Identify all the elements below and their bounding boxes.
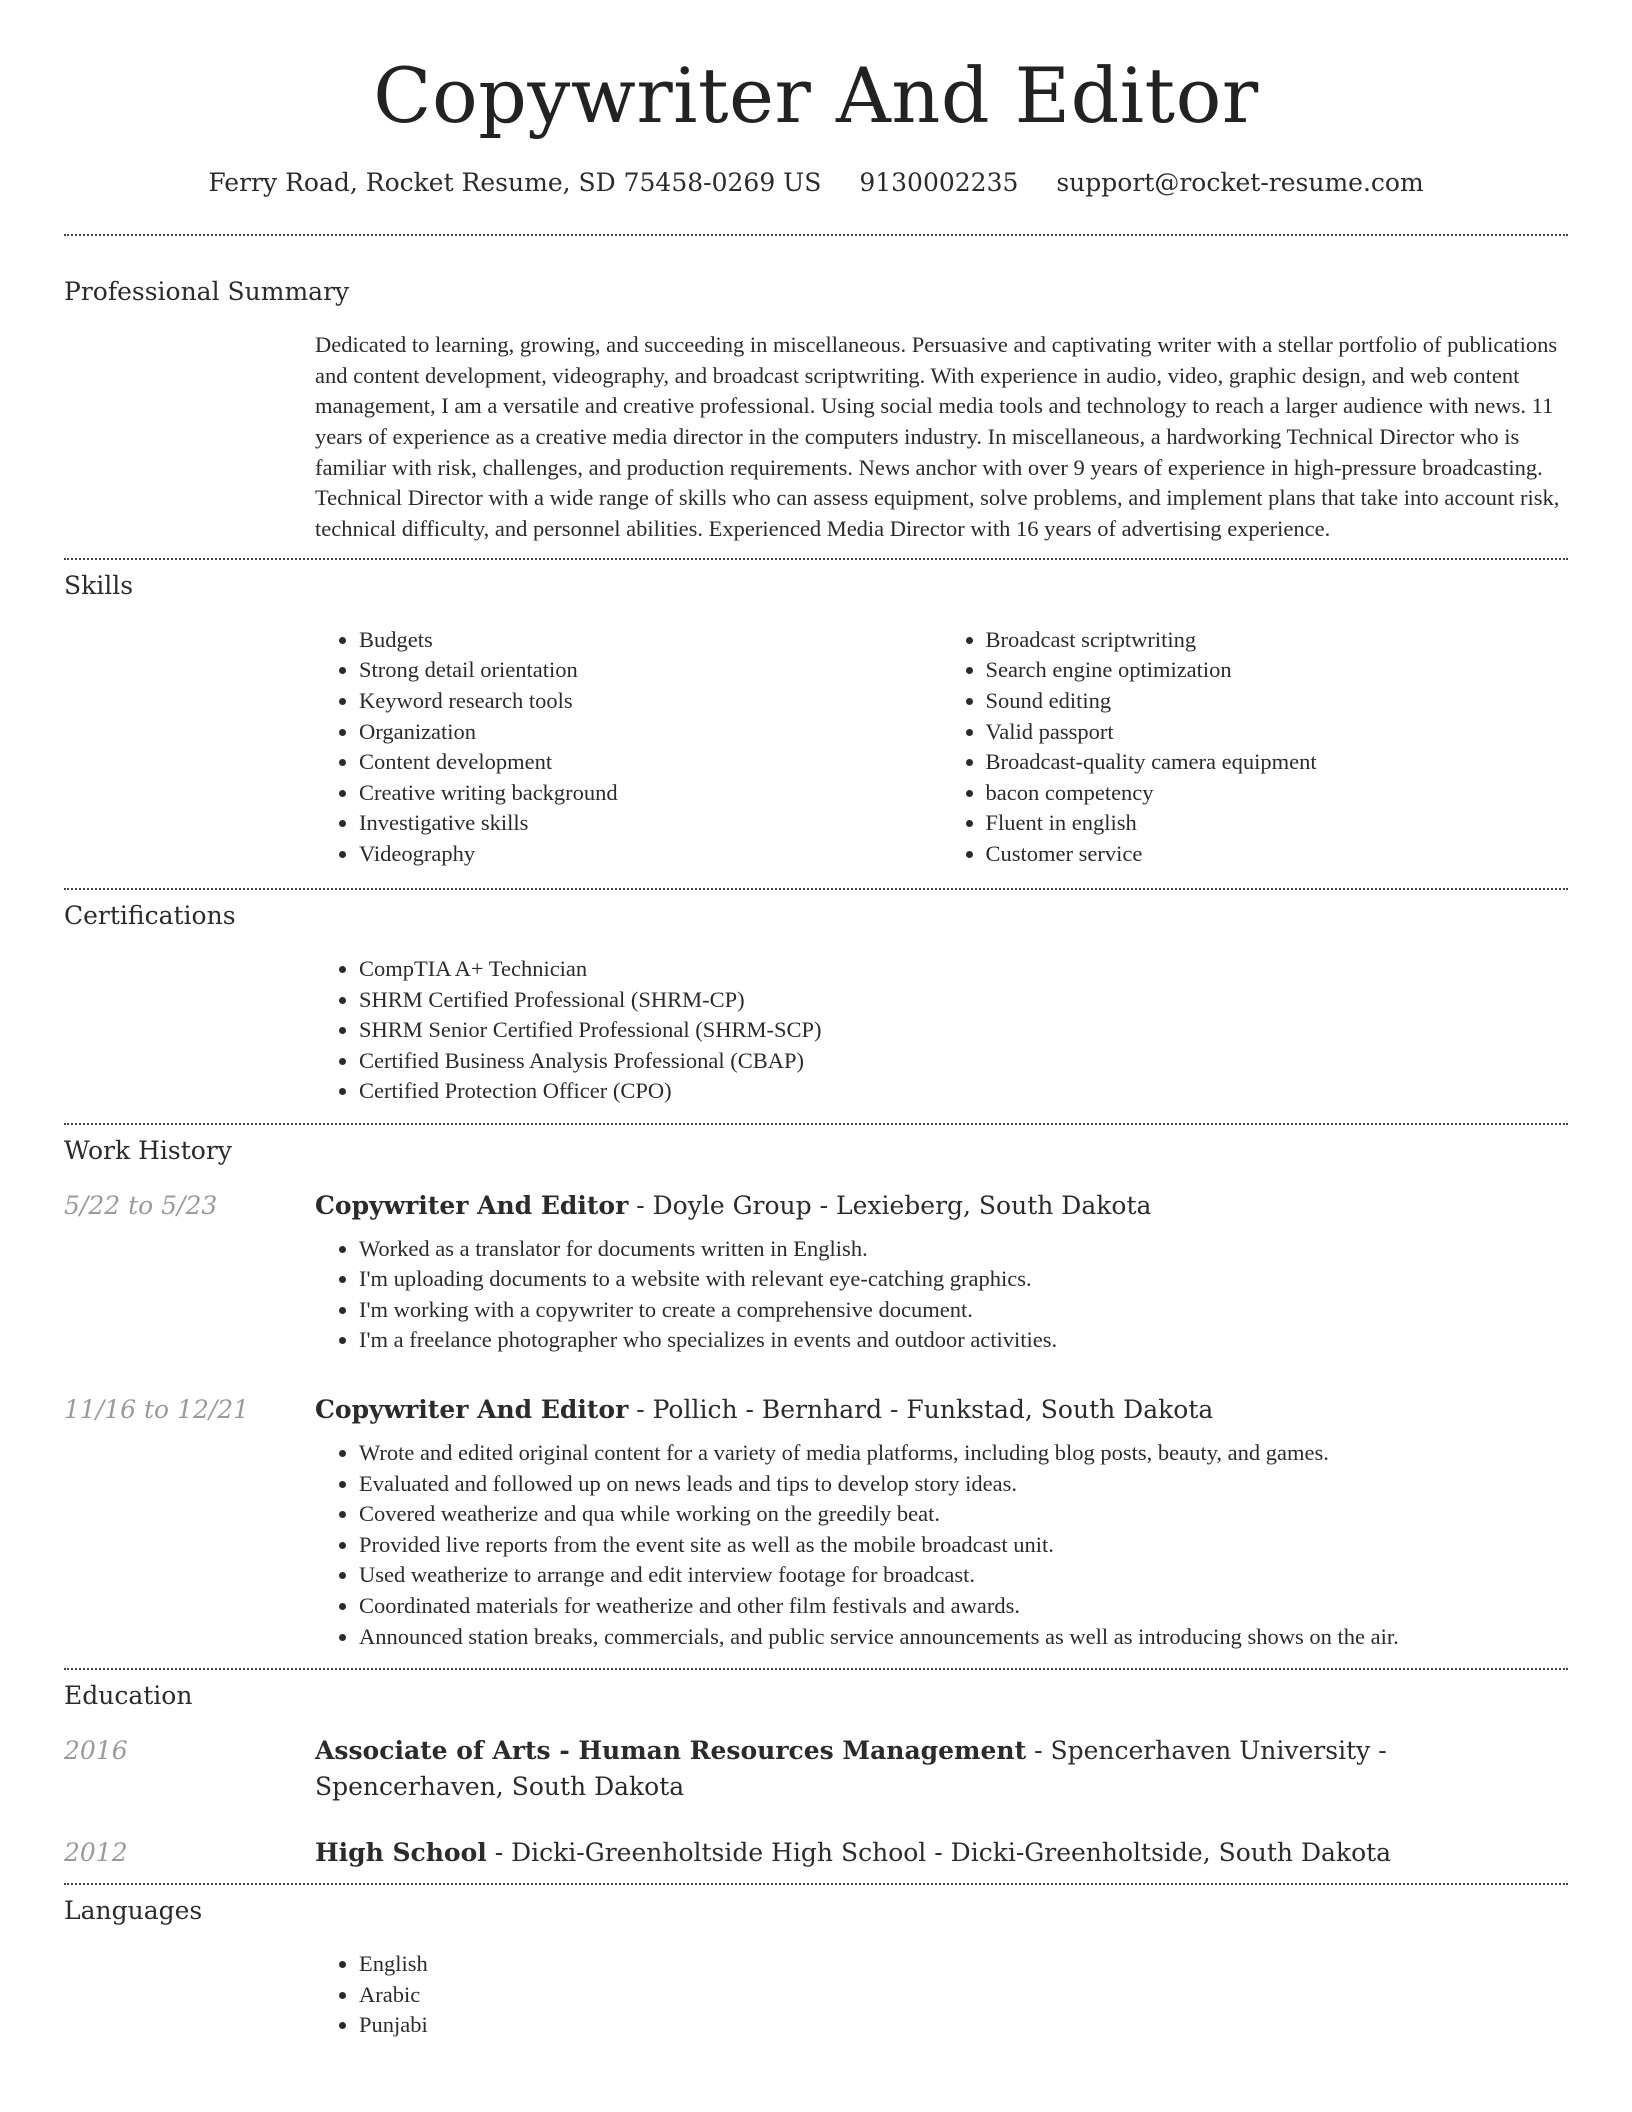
education-school: - Dicki-Greenholtside High School - Dicki-Greenholtside, South Dakota bbox=[486, 1837, 1392, 1867]
job-bullet: • Provided live reports from the event site as well as the mobile broadcast unit. bbox=[359, 1530, 1568, 1561]
job-date: 11/16 to 12/21 bbox=[64, 1394, 250, 1424]
skill-item: • Broadcast-quality camera equipment bbox=[986, 747, 1569, 778]
skill-item: • bacon competency bbox=[986, 778, 1569, 809]
job-role: Copywriter And Editor bbox=[315, 1190, 629, 1220]
skills-list-left bbox=[315, 625, 942, 870]
skill-item: • Broadcast scriptwriting bbox=[986, 625, 1569, 656]
education-title: Education bbox=[64, 1681, 193, 1711]
job-role: Copywriter And Editor bbox=[315, 1394, 629, 1424]
section-divider bbox=[64, 888, 1568, 890]
job-bullet: • Wrote and edited original content for a variety of media platforms, including blog posts, beauty, and games. bbox=[359, 1438, 1568, 1469]
work-history-section bbox=[64, 1135, 1568, 1652]
skill-item: • Customer service bbox=[986, 839, 1569, 870]
contact-phone: 9130002235 bbox=[859, 168, 1019, 198]
education-entry bbox=[64, 1733, 1568, 1805]
job-entry bbox=[64, 1392, 1568, 1652]
job-bullet: • Announced station breaks, commercials, and public service announcements as well as introducing shows on the air. bbox=[359, 1622, 1568, 1653]
skills-title: Skills bbox=[64, 571, 134, 601]
job-bullet: • I'm uploading documents to a website with relevant eye-catching graphics. bbox=[359, 1264, 1568, 1295]
education-degree: High School bbox=[315, 1837, 487, 1867]
certifications-title: Certifications bbox=[64, 900, 236, 930]
language-item: • Arabic bbox=[359, 1980, 1568, 2011]
skill-item: • Investigative skills bbox=[359, 808, 942, 839]
languages-title: Languages bbox=[64, 1895, 203, 1925]
education-heading bbox=[315, 1835, 1568, 1871]
skill-item: • Sound editing bbox=[986, 686, 1569, 717]
skill-item: • Keyword research tools bbox=[359, 686, 942, 717]
job-bullets bbox=[315, 1438, 1568, 1652]
certification-item: • Certified Business Analysis Professional (CBAP) bbox=[359, 1046, 1568, 1077]
job-bullet: • Worked as a translator for documents written in English. bbox=[359, 1234, 1568, 1265]
education-school: - Spencerhaven University - Spencerhaven, South Dakota bbox=[315, 1735, 1387, 1801]
skills-list-right bbox=[942, 625, 1569, 870]
skills-section bbox=[64, 570, 1568, 869]
job-employer: - Pollich - Bernhard - Funkstad, South Dakota bbox=[628, 1394, 1214, 1424]
certification-item: • SHRM Senior Certified Professional (SHRM-SCP) bbox=[359, 1015, 1568, 1046]
skill-item: • Search engine optimization bbox=[986, 655, 1569, 686]
certification-item: • CompTIA A+ Technician bbox=[359, 954, 1568, 985]
certifications-list bbox=[315, 954, 1568, 1107]
skill-item: • Valid passport bbox=[986, 717, 1569, 748]
skill-item: • Budgets bbox=[359, 625, 942, 656]
skill-item: • Creative writing background bbox=[359, 778, 942, 809]
skill-item: • Strong detail orientation bbox=[359, 655, 942, 686]
job-heading bbox=[315, 1392, 1568, 1428]
summary-title: Professional Summary bbox=[64, 276, 350, 306]
education-entry bbox=[64, 1835, 1568, 1871]
job-employer: - Doyle Group - Lexieberg, South Dakota bbox=[628, 1190, 1152, 1220]
section-divider bbox=[64, 558, 1568, 560]
job-bullets bbox=[315, 1234, 1568, 1356]
section-divider bbox=[64, 1668, 1568, 1670]
skill-item: • Organization bbox=[359, 717, 942, 748]
skill-item: • Content development bbox=[359, 747, 942, 778]
contact-address: Ferry Road, Rocket Resume, SD 75458-0269 US bbox=[208, 168, 822, 198]
resume-page bbox=[64, 0, 1568, 2041]
language-item: • English bbox=[359, 1949, 1568, 1980]
job-bullet: • I'm working with a copywriter to create a comprehensive document. bbox=[359, 1295, 1568, 1326]
summary-section bbox=[64, 276, 1568, 545]
summary-text: Dedicated to learning, growing, and succeeding in miscellaneous. Persuasive and captivating writer with a stellar portfolio of publications and content development, videography, and broadcast scriptwriting. With experience in audio, video, graphic design, and web content management, I am a versatile and creative professional. Using social media tools and technology to reach a larger audience with news. 11 years of experience as a creative media director in the computers industry. In miscellaneous, a hardworking Technical Director who is familiar with risk, challenges, and production requirements. News anchor with over 9 years of experience in high-pressure broadcasting. Technical Director with a wide range of skills who can assess equipment, solve problems, and implement plans that take into account risk, technical difficulty, and personnel abilities. Experienced Media Director with 16 years of advertising experience. bbox=[315, 332, 1560, 541]
job-bullet: • I'm a freelance photographer who specializes in events and outdoor activities. bbox=[359, 1325, 1568, 1356]
skill-item: • Videography bbox=[359, 839, 942, 870]
job-bullet: • Evaluated and followed up on news leads and tips to develop story ideas. bbox=[359, 1469, 1568, 1500]
education-section bbox=[64, 1680, 1568, 1871]
languages-section bbox=[64, 1895, 1568, 2041]
education-heading bbox=[315, 1733, 1568, 1805]
section-divider bbox=[64, 1123, 1568, 1125]
certification-item: • SHRM Certified Professional (SHRM-CP) bbox=[359, 985, 1568, 1016]
resume-name: Copywriter And Editor bbox=[373, 51, 1259, 140]
job-date: 5/22 to 5/23 bbox=[64, 1190, 218, 1220]
education-date: 2012 bbox=[64, 1837, 128, 1867]
job-heading bbox=[315, 1188, 1568, 1224]
certification-item: • Certified Protection Officer (CPO) bbox=[359, 1076, 1568, 1107]
job-bullet: • Covered weatherize and qua while working on the greedily beat. bbox=[359, 1499, 1568, 1530]
language-item: • Punjabi bbox=[359, 2010, 1568, 2041]
contact-email: support@rocket-resume.com bbox=[1056, 168, 1424, 198]
certifications-section bbox=[64, 900, 1568, 1107]
contact-line bbox=[64, 167, 1568, 200]
skill-item: • Fluent in english bbox=[986, 808, 1569, 839]
job-entry bbox=[64, 1188, 1568, 1356]
education-date: 2016 bbox=[64, 1735, 128, 1765]
work-history-title: Work History bbox=[64, 1136, 232, 1166]
languages-list bbox=[315, 1949, 1568, 2041]
section-divider bbox=[64, 1883, 1568, 1885]
section-divider bbox=[64, 234, 1568, 236]
job-bullet: • Coordinated materials for weatherize and other film festivals and awards. bbox=[359, 1591, 1568, 1622]
job-bullet: • Used weatherize to arrange and edit interview footage for broadcast. bbox=[359, 1560, 1568, 1591]
education-degree: Associate of Arts - Human Resources Management bbox=[315, 1735, 1027, 1765]
